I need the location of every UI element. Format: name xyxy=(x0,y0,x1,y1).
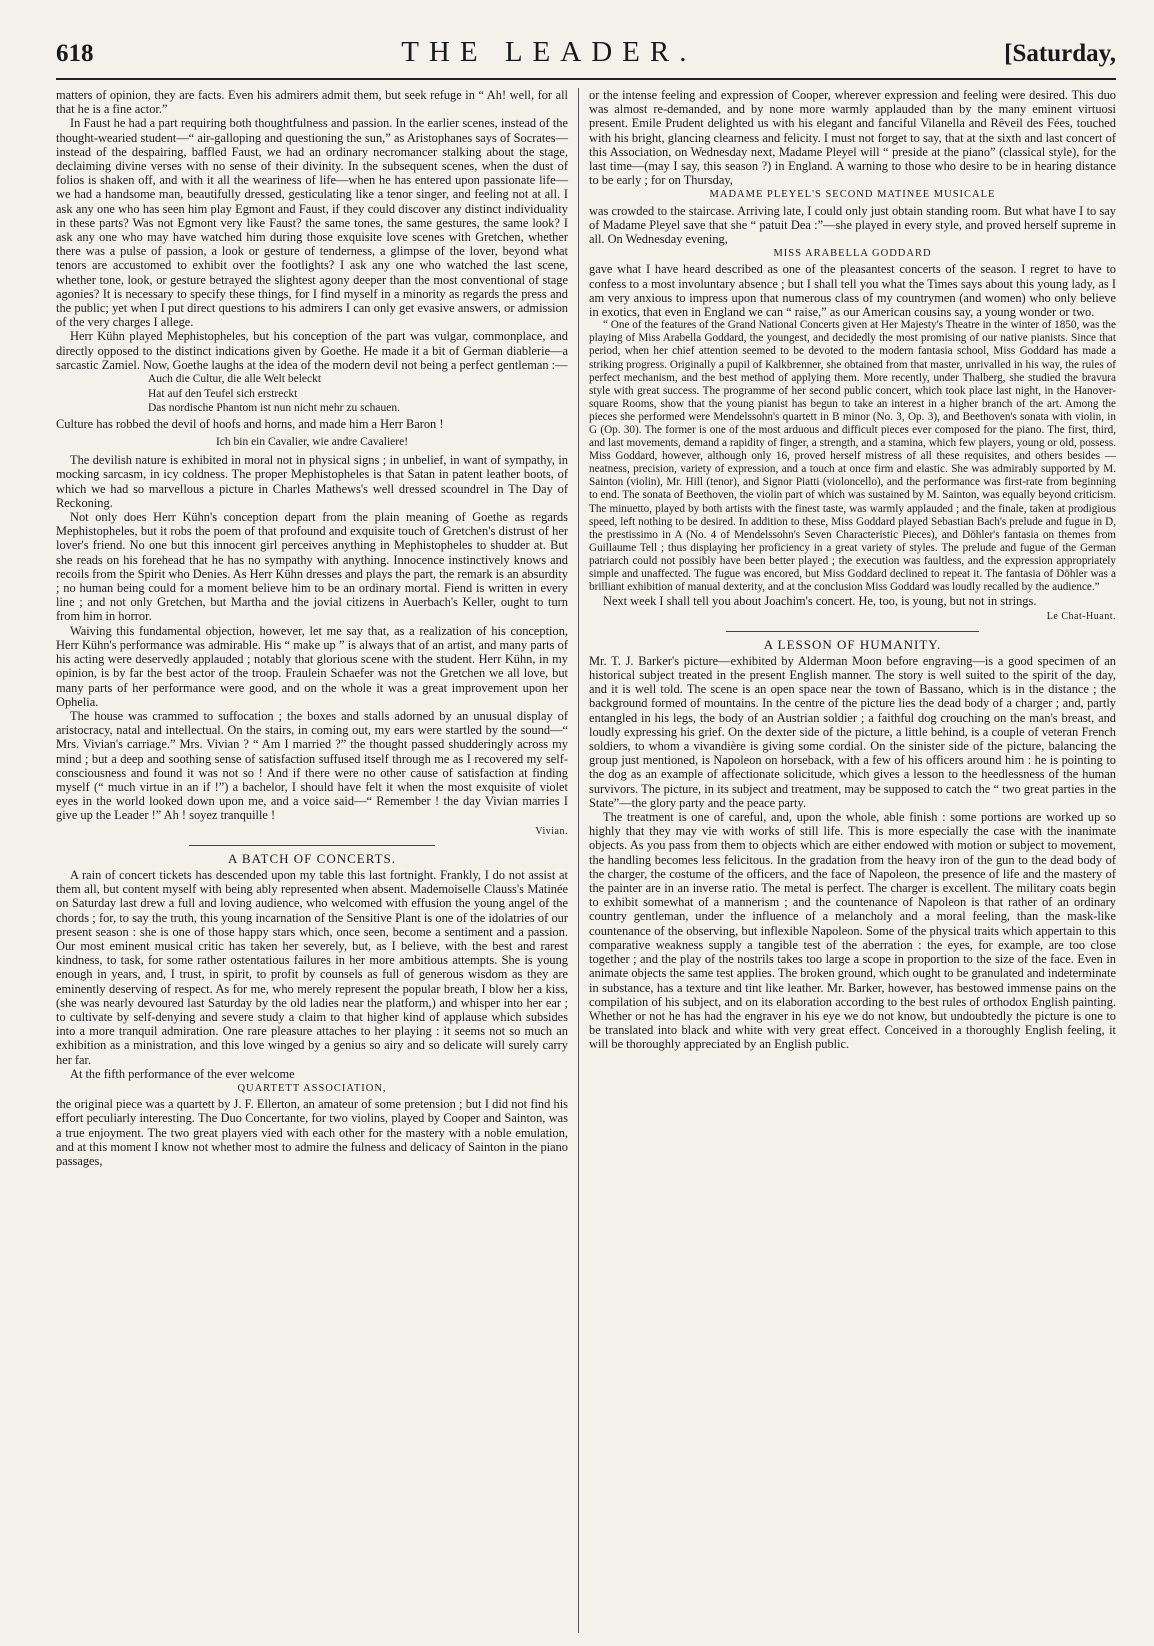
verse-line: Das nordische Phantom ist nun nicht mehr zu schauen. xyxy=(148,402,400,415)
paragraph: A rain of concert tickets has descended upon my table this last fortnight. Frankly, I do not assist at them all, but content myself with being ably represented when absent. Mademoiselle Clauss's Matinée on Saturday last drew a full and loving audience, who welcomed with effusion the young angel of the chords ; for, to say the truth, this young incarnation of the Sensitive Plant is one of the idolatries of our present season : she is one of those happy stars which, once seen, become a sentiment and a passion. Our most eminent musical critic has taken her severely, but, as I believe, with the best and rarest kindness, to task, for some rather ostentatious failures in her more ambitious attempts. She is young enough in years, and, I trust, in spirit, to profit by counsels as full of generous wisdom as they are eminently deserving of respect. As for me, who merely represent the popular breath, I blow her a kiss, (she was nearly devoured last Saturday by the old ladies near the platform,) and whisper into her ear ; to cultivate by self-denying and severe study a claim to that higher kind of applause which subsides into a more tranquil admiration. One rare pleasure attaches to her playing : it seems not so much an exhibition as a ministration, and this love winged by a genius so airy and so delicate will surely carry her far. xyxy=(56,867,568,1067)
paragraph: was crowded to the staircase. Arriving late, I could only just obtain standing room. But what have I to say of Madame Pleyel save that she “ patuit Dea :”—she played in every style, and proved herself supreme in all. On Wednesday evening, xyxy=(589,203,1116,247)
times-quotation: “ One of the features of the Grand National Concerts given at Her Majesty's Theatre in the winter of 1850, was the playing of Miss Arabella Goddard, the youngest, and decidedly the most promising of our native pianists. Since that period, when her chief attention seemed to be devoted to the modern fantasia school, Miss Goddard has made a striking progress. Originally a pupil of Kalkbrenner, she obtained from that master, unrivalled in his way, the rules of perfect mechanism, and the best method of applying them. More recently, under Thalberg, she studied the bravura style with great success. The programme of her second public concert, which took place last night, in the Hanover-square Rooms, show that the young pianist has begun to take an interest in a higher branch of the art. Among the pieces she performed were Mendelssohn's quartett in B minor (No. 3, Op. 3), and Beethoven's sonata with violin, in G (Op. 30). The former is one of the most arduous and difficult pieces ever composed for the piano. The first, third, and last movements, demand a rapidity of finger, a strength, and a stamina, which few players, young or old, possess. Miss Goddard, however, although only 16, proved herself mistress of all these requisites, and others besides —neatness, precision, variety of expression, and a touch at once firm and elastic. She was admirably supported by M. Sainton (violin), Mr. Hill (tenor), and Signor Piatti (violoncello), and the performance was first-rate from beginning to end. The sonata of Beethoven, the violin part of which was sustained by M. Sainton, was equally beyond criticism. The minuetto, played by both artists with the finest taste, was warmly applauded ; and the finale, taken at prodigious speed, left nothing to be desired. In addition to these, Miss Goddard played Sebastian Bach's prelude and fugue in D, the prestissimo in A (No. 4 of Mendelssohn's Seven Characteristic Pieces), and Döhler's fantasia on themes from Guillaume Tell ; thus displaying her proficiency in a great variety of styles. The prelude and fugue of the German patriarch could not possibly have been better played ; the execution was faultless, and the expression appropriately simple and unaffected. The fugue was encored, but Miss Goddard declined to repeat it. The fantasia of Döhler was a brilliant exhibition of manual dexterity, and at the conclusion Miss Goddard was loudly recalled by the audience.” xyxy=(589,319,1116,594)
page-number: 618 xyxy=(56,40,94,67)
paragraph: Mr. T. J. Barker's picture—exhibited by Alderman Moon before engraving—is a good specimen of an historical subject treated in the present English manner. The story is well suited to the spirit of the day, and it is well told. The scene is an open space near the town of Bassano, which is in the distance ; the background formed of mountains. In the centre of the picture lies the dead body of a charger ; and, partly entangled in his legs, the body of an Austrian soldier ; a faithful dog crouching on the man's breast, and loudly expressing his grief. On the dexter side of the picture, a little behind, is a couple of veteran French soldiers, to whom a vivandière is giving some cordial. On the sinister side of the picture, balancing the group just mentioned, is Napoleon on horseback, with a few of his officers around him : he is pointing to the dog as an example of affectionate solicitude, which gives a lesson to the heedlessness of the human survivors. The picture, in its subject and treatment, may be supposed to catch the “ two great parties in the State”—the glory party and the peace party. xyxy=(589,653,1116,810)
section-divider xyxy=(189,845,435,846)
section-title-humanity: A LESSON OF HUMANITY. xyxy=(763,636,942,652)
paragraph: At the fifth performance of the ever welcome xyxy=(70,1066,295,1081)
columns xyxy=(56,88,1116,1633)
right-column xyxy=(578,88,1116,1633)
paragraph: Waiving this fundamental objection, however, let me say that, as a realization of his conception, Herr Kühn's performance was admirable. His “ make up ” is always that of an artist, and many parts of his acting were deservedly applauded ; notably that glorious scene with the student. Herr Kühn, in my opinion, is by far the best actor of the troop. Fraulein Schaefer was not the Gretchen we all love, but many parts of her performance were good, and on the whole it was a great improvement upon her Ophelia. xyxy=(56,623,568,709)
paragraph: or the intense feeling and expression of Cooper, wherever expression and feeling were desired. This duo was almost re-demanded, and by none more warmly applauded than by the many eminent virtuosi present. Emile Prudent delighted us with his elegant and fanciful Vilanella and Rêveil des Fées, touched with his bright, glancing clearness and felicity. I must not forget to say, that at the sixth and last concert of this Association, on Wednesday next, Madame Pleyel will “ preside at the piano” (classical style), for the last time—(may I say, this season ?) in England. A warning to those who desire to be in hearing distance to be early ; for on Thursday, xyxy=(589,88,1116,188)
section-title-concerts: A BATCH OF CONCERTS. xyxy=(227,850,397,866)
verse-line: Auch die Cultur, die alle Welt beleckt xyxy=(148,373,322,386)
journal-title: THE LEADER. xyxy=(401,36,697,68)
paragraph: The treatment is one of careful, and, upon the whole, able finish : some portions are worked up so highly that they may vie with works of still life. This is more especially the case with the inanimate objects. As you pass from them to objects which are either endowed with motion or subject to movement, the handling becomes less felicitous. In the gradation from the heavy iron of the gun to the dead body of the charger, the costume of the officers, and the face of Napoleon, the presence of life and the mastery of the painter are in an inverse ratio. The metal is perfect. The charger is excellent. The military coats begin to exhibit somewhat of a mannerism ; and the countenance of Napoleon is that rather of an ordinary country gentleman, under the influence of a melancholy and a moral feeling, than the mask-like countenance of the observing, but inflexible Napoleon. Some of the physical traits which appertain to this comparative weakness supply a tangible test of the aberration : the eyes, for example, are too close together ; and the play of the nostrils takes too large a scope in proportion to the size of the face. Even in animate objects the same test applies. The broken ground, which ought to be granulated and indeterminate in substance, has a texture and tint like leather. Mr. Barker, however, has bestowed immense pains on the compilation of his subject, and on its elaboration according to the best rules of orthodox English painting. Whether or not he has had the engraver in his eye we do not know, but undoubtedly the picture is one to be translated into black and white with very great effect. Conceived in a thoroughly English feeling, it will be thoroughly appreciated by an English public. xyxy=(589,810,1116,1052)
paragraph: In Faust he had a part requiring both thoughtfulness and passion. In the earlier scenes, instead of the thought-wearied student—“ air-galloping and questioning the sun,” as Aristophanes says of Socrates—instead of the despairing, baffled Faust, we had an ordinary necromancer stalking about the stage, declaiming divine verses with no sense of their divinity. In the subsequent scenes, when the dust of folios is shaken off, and with it all the weariness of life—when he has entered upon passionate life—we had a handsome man, beautifully dressed, gesticulating like a tenor singer, and feeling not at all. I ask any one who has seen him play Egmont and Faust, if they could discover any distinct individuality in these parts? Was not Egmont very like Faust? the same tones, the same gestures, the same look? I ask any one who may have watched him during those exquisite love scenes with Gretchen, whether there was a pulse of passion, a look or gesture of tenderness, a glimpse of the lover, beyond what tenors are accustomed to exhibit over the footlights? I ask any one who watched the last scene, whether tone, look, or gesture betrayed the slightest agony deeper than the most conventional of stage agonies? It is necessary to specify these things, for I find myself in a minority as regards the press and the public; yet when I put direct questions to his admirers I can only get evasive answers, or admission of the very charges I allege. xyxy=(56,116,568,330)
verse-line: Hat auf den Teufel sich erstreckt xyxy=(148,387,298,400)
paragraph: the original piece was a quartett by J. F. Ellerton, an amateur of some pretension ; but I did not find his effort peculiarly interesting. The Duo Concertante, for two violins, played by Cooper and Sainton, was a true enjoyment. The two great players vied with each other for the mastery with a noble emulation, and at this moment I know not whether most to admire the fulness and delicacy of Sainton in the piano passages, xyxy=(56,1097,568,1168)
left-column xyxy=(56,88,578,1633)
issue-day: [Saturday, xyxy=(1004,40,1116,67)
paragraph: Culture has robbed the devil of hoofs and horns, and made him a Herr Baron ! xyxy=(56,416,444,431)
paragraph: Herr Kühn played Mephistopheles, but his conception of the part was vulgar, commonplace, and directly opposed to the distinct indications given by Goethe. He made it a bit of German diablerie—a sarcastic Zamiel. Now, Goethe laughs at the idea of the modern devil not being a perfect gentleman :— xyxy=(56,329,568,372)
paragraph: gave what I have heard described as one of the pleasantest concerts of the season. I regret to have to confess to a most involuntary absence ; but I shall tell you what the Times says about this young lady, as I am very anxious to impress upon that numerous class of my countrymen (and women) who only believe in exotics, that even in England we can “ raise,” as our American cousins say, a young wonder or two. xyxy=(589,262,1116,320)
subhead-goddard: MISS ARABELLA GODDARD xyxy=(773,248,932,260)
masthead xyxy=(56,36,1116,80)
paragraph: matters of opinion, they are facts. Even his admirers admit them, but seek refuge in “ Ah! well, for all that he is a fine actor.” xyxy=(56,88,568,117)
paragraph: Not only does Herr Kühn's conception depart from the plain meaning of Goethe as regards Mephistopheles, but it robs the poem of that profound and exquisite touch of Gretchen's distrust of her lover's friend. No one but this innocent girl perceives anything in Mephistopheles to shudder at. But she reads on his forehead that he has no sympathy with anything. Innocence instinctively knows and recoils from the Spirit who Denies. As Herr Kühn dresses and plays the part, the remark is an absurdity ; no human being could for a moment believe him to be an ordinary mortal. Fiend is written in every line ; and not only Gretchen, but Martha and the jovial citizens in Auerbach's Keller, ought to turn from him in horror. xyxy=(56,510,568,624)
signature-chat-huant: Le Chat-Huant. xyxy=(1046,611,1116,623)
paragraph: The devilish nature is exhibited in moral not in physical signs ; in unbelief, in want of sympathy, in mocking sarcasm, in icy coldness. The proper Mephistopheles is that Satan in patent leather boots, of which we had so marvellous a picture in Charles Mathews's well dressed scoundrel in The Day of Reckoning. xyxy=(56,453,568,510)
subhead-pleyel: MADAME PLEYEL'S SECOND MATINEE MUSICALE xyxy=(709,189,996,201)
subhead-quartett: QUARTETT ASSOCIATION, xyxy=(237,1082,387,1094)
paragraph: Next week I shall tell you about Joachim's concert. He, too, is young, but not in strings. xyxy=(603,594,1037,609)
verse-line: Ich bin ein Cavalier, wie andre Cavaliere! xyxy=(215,436,409,449)
paragraph: The house was crammed to suffocation ; the boxes and stalls adorned by an unusual display of aristocracy, natal and intellectual. On the stairs, in coming out, my ears were startled by the sound—“ Mrs. Vivian's carriage.” Mrs. Vivian ? “ Am I married ?” the thought passed shudderingly across my mind ; but a deep and soothing sense of satisfaction suffused itself through me as I recovered my self-consciousness and found it was not so ! And if there were no other cause of satisfaction at finding myself (“ much virtue in an if !”) a bachelor, I should have felt it when the most exquisite of violet eyes in the world looked down upon me, and a voice said—“ Remember ! the day Vivian marries I give up the Leader !” Ah ! soyez tranquille ! xyxy=(56,708,568,823)
signature-vivian: Vivian. xyxy=(535,825,568,837)
section-divider xyxy=(726,631,979,632)
